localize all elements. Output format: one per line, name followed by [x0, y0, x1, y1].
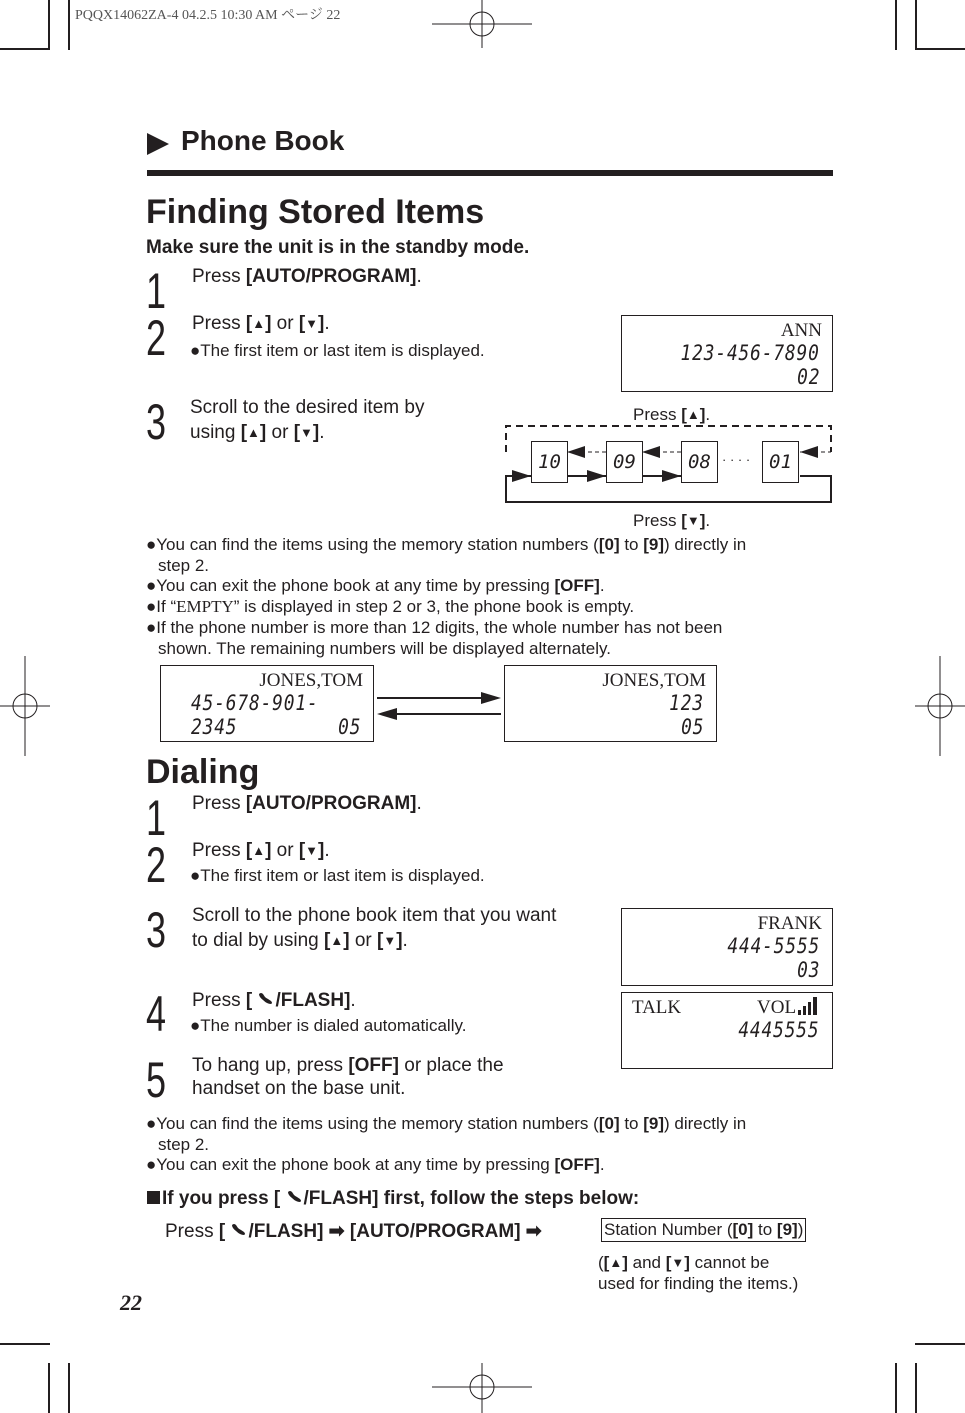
- text-segment: [: [681, 405, 687, 424]
- text-segment: shown. The remaining numbers will be displayed alternately.: [158, 639, 611, 658]
- heading-finding: Finding Stored Items: [146, 193, 485, 231]
- lcd-name: ANN: [780, 320, 822, 341]
- text-segment: ]: [684, 1253, 690, 1272]
- step-text: [192, 792, 422, 816]
- text-segment: [0]: [732, 1220, 754, 1239]
- text-segment: If the phone number is more than 12 digits, the whole number has not been: [156, 618, 723, 637]
- text-segment: .: [416, 266, 422, 287]
- text-segment: ) directly in: [664, 1114, 747, 1133]
- text-segment: [: [245, 313, 253, 334]
- note: ●You can exit the phone book at any time by pressing [OFF].: [146, 1155, 605, 1174]
- text-segment: [9]: [643, 535, 665, 554]
- section-rule: [147, 170, 833, 176]
- text-segment: /FLASH]: [275, 990, 351, 1011]
- alternate-arrows: [375, 688, 505, 722]
- text-segment: ): [797, 1220, 804, 1239]
- talk-handset-icon: [230, 1219, 248, 1243]
- text-segment: ]: [265, 313, 272, 334]
- text-segment: .: [599, 1155, 605, 1174]
- up-arrow-icon: [247, 420, 260, 445]
- note: ●You can find the items using the memory station numbers ([0] to [9]) directly in: [146, 535, 747, 554]
- text-segment: You can exit the phone book at any time by pressing: [156, 1155, 555, 1174]
- text-segment: or: [349, 930, 378, 951]
- press-down-label: [633, 509, 710, 531]
- registration-mark: [0, 656, 50, 756]
- flash-note: [598, 1273, 798, 1294]
- flash-heading: [147, 1186, 639, 1211]
- lcd-index: 03: [796, 958, 820, 982]
- text-segment: [: [377, 930, 384, 951]
- lcd-status: TALK: [632, 997, 682, 1018]
- text-segment: ]: [396, 930, 403, 951]
- text-segment: first, follow the steps below:: [378, 1188, 640, 1209]
- ellipsis: · · · ·: [722, 452, 751, 467]
- step-text: [192, 265, 422, 289]
- lcd-name: JONES,TOM: [602, 670, 706, 691]
- crop-mark: [48, 0, 50, 50]
- step-number: 4: [146, 986, 167, 1042]
- text-segment: ]: [265, 840, 272, 861]
- text-segment: ➡: [323, 1221, 350, 1242]
- text-segment: or: [271, 313, 299, 334]
- step-number: 3: [146, 902, 167, 958]
- section-label: Phone Book: [181, 125, 345, 156]
- up-arrow-icon: [609, 1251, 622, 1273]
- text-segment: ]: [312, 422, 320, 443]
- crop-mark: [48, 1363, 50, 1413]
- text-segment: cannot be: [689, 1253, 770, 1272]
- text-segment: .: [324, 840, 330, 861]
- section-arrow-icon: [147, 133, 169, 155]
- text-segment: and: [627, 1253, 666, 1272]
- bullet-text: The first item or last item is displayed.: [200, 866, 485, 885]
- text-segment: [AUTO/PROGRAM]: [245, 793, 417, 814]
- step-bullet: ●The number is dialed automatically.: [190, 1016, 467, 1035]
- text-segment: [9]: [643, 1114, 665, 1133]
- crop-mark: [68, 0, 70, 50]
- note: [158, 1134, 209, 1155]
- crop-mark: [0, 48, 50, 50]
- text-segment: ]: [318, 313, 325, 334]
- note: ●You can exit the phone book at any time by pressing [OFF].: [146, 576, 605, 595]
- text-segment: ]: [343, 930, 350, 951]
- text-segment: ) directly in: [664, 535, 747, 554]
- text-segment: .: [705, 511, 711, 530]
- bullet-text: The first item or last item is displayed.: [200, 341, 485, 360]
- crop-mark: [895, 0, 897, 50]
- down-arrow-icon: [305, 311, 318, 336]
- text-segment: Press: [165, 1221, 219, 1242]
- lcd-number: 123: [669, 691, 704, 715]
- talk-handset-icon: [286, 1186, 304, 1210]
- lcd-display-jones-1: [160, 665, 374, 742]
- lcd-number: 45-678-901-2345: [191, 691, 319, 739]
- text-segment: [: [681, 511, 687, 530]
- down-arrow-icon: [671, 1251, 684, 1273]
- text-segment: You can find the items using the memory station numbers (: [156, 1114, 599, 1133]
- step-text: [190, 420, 325, 445]
- text-segment: Scroll to the phone book item that you want: [192, 905, 557, 926]
- step-text: [190, 396, 424, 420]
- step-number: 2: [146, 837, 167, 893]
- note: ●If the phone number is more than 12 digits, the whole number has not been: [146, 618, 723, 637]
- step-number: 1: [146, 263, 167, 319]
- lcd-number: 4445555: [738, 1018, 820, 1042]
- intro-text: Make sure the unit is in the standby mode.: [146, 237, 530, 258]
- text-segment: [: [240, 422, 248, 443]
- text-segment: to: [619, 1114, 644, 1133]
- text-segment: used for finding the items.): [598, 1274, 799, 1293]
- text-segment: Press: [633, 405, 682, 424]
- down-arrow-icon: [383, 928, 396, 953]
- crop-mark: [915, 48, 965, 50]
- lcd-number: 444-5555: [727, 934, 820, 958]
- lcd-index: 05: [337, 715, 361, 739]
- text-segment: [OFF]: [348, 1055, 399, 1076]
- crop-mark: [0, 1343, 50, 1345]
- text-segment: to: [753, 1220, 777, 1239]
- text-segment: handset on the base unit.: [192, 1078, 406, 1099]
- text-segment: ➡: [520, 1221, 542, 1242]
- step-number: 1: [146, 790, 167, 846]
- text-segment: ]: [622, 1253, 628, 1272]
- text-segment: [0]: [598, 1114, 620, 1133]
- square-bullet-icon: [147, 1191, 160, 1204]
- up-arrow-icon: [252, 311, 265, 336]
- text-segment: [OFF]: [554, 576, 600, 595]
- text-segment: to: [619, 535, 644, 554]
- text-segment: [AUTO/PROGRAM]: [349, 1221, 521, 1242]
- text-segment: ]: [699, 405, 706, 424]
- memory-item: 10: [531, 441, 568, 483]
- text-segment: [: [273, 1188, 286, 1209]
- lcd-display-frank: [621, 908, 833, 986]
- registration-mark: [432, 0, 532, 50]
- step-text: [192, 928, 408, 953]
- lcd-index: 05: [680, 715, 704, 739]
- text-segment: .: [705, 405, 711, 424]
- step-text: [192, 1054, 504, 1078]
- page-number: 22: [120, 1290, 142, 1315]
- lcd-display-talk: [621, 992, 833, 1069]
- lcd-volume-label: VOL: [757, 997, 797, 1018]
- lcd-number: 123-456-7890: [680, 341, 820, 365]
- text-segment: /FLASH]: [303, 1188, 379, 1209]
- text-segment: or place the: [398, 1055, 504, 1076]
- text-segment: .: [416, 793, 422, 814]
- text-segment: [: [245, 840, 253, 861]
- memory-item: 01: [762, 441, 799, 483]
- text-segment: [: [293, 422, 301, 443]
- text-segment: .: [319, 422, 325, 443]
- text-segment: Press: [192, 990, 246, 1011]
- print-header: PQQX14062ZA-4 04.2.5 10:30 AM ページ 22: [75, 8, 341, 23]
- text-segment: Press: [192, 793, 246, 814]
- note: [158, 555, 209, 576]
- text-segment: Press: [633, 511, 682, 530]
- text-segment: Scroll to the desired item by: [190, 397, 425, 418]
- text-segment: [: [324, 930, 331, 951]
- text-segment: to dial by using: [192, 930, 325, 951]
- text-segment: To hang up, press: [192, 1055, 349, 1076]
- down-arrow-icon: [305, 838, 318, 863]
- text-segment: or: [266, 422, 294, 443]
- text-segment: If “: [156, 597, 177, 616]
- note: [158, 638, 611, 659]
- text-segment: [0]: [598, 535, 620, 554]
- text-segment: Press: [192, 840, 246, 861]
- up-arrow-icon: [252, 838, 265, 863]
- text-segment: .: [599, 576, 605, 595]
- text-segment: step 2.: [158, 556, 210, 575]
- crop-mark: [895, 1363, 897, 1413]
- text-segment: If you press: [162, 1188, 274, 1209]
- step-text: [192, 1077, 405, 1101]
- crop-mark: [915, 1363, 917, 1413]
- text-segment: (: [598, 1253, 604, 1272]
- text-segment: You can exit the phone book at any time by pressing: [156, 576, 555, 595]
- text-segment: [: [603, 1253, 610, 1272]
- down-arrow-icon: [687, 509, 700, 531]
- flash-note: [598, 1251, 769, 1273]
- step-text: [192, 904, 556, 928]
- station-number-box: [601, 1218, 806, 1242]
- text-segment: or: [271, 840, 299, 861]
- text-segment: [: [298, 840, 306, 861]
- text-segment: [AUTO/PROGRAM]: [245, 266, 417, 287]
- text-segment: .: [402, 930, 408, 951]
- text-segment: step 2.: [158, 1135, 210, 1154]
- lcd-name: FRANK: [757, 913, 822, 934]
- step-text: [192, 988, 356, 1013]
- text-segment: ]: [318, 840, 325, 861]
- step-bullet: ●The first item or last item is displayed.: [190, 341, 485, 360]
- text-segment: You can find the items using the memory station numbers (: [156, 535, 599, 554]
- down-arrow-icon: [300, 420, 313, 445]
- text-segment: Press: [192, 313, 246, 334]
- text-segment: [9]: [776, 1220, 798, 1239]
- step-text: [192, 838, 330, 863]
- lcd-name: JONES,TOM: [259, 670, 363, 691]
- text-segment: [: [298, 313, 306, 334]
- text-segment: [: [665, 1253, 672, 1272]
- step-bullet: ●The first item or last item is displayed.: [190, 866, 485, 885]
- note: ●You can find the items using the memory station numbers ([0] to [9]) directly in: [146, 1114, 747, 1133]
- step-number: 5: [146, 1052, 167, 1108]
- text-segment: [: [218, 1221, 231, 1242]
- bullet-text: The number is dialed automatically.: [200, 1016, 467, 1035]
- text-segment: [OFF]: [554, 1155, 600, 1174]
- text-segment: ” is displayed in step 2 or 3, the phone book is empty.: [233, 597, 635, 616]
- memory-item: 08: [681, 441, 718, 483]
- talk-handset-icon: [257, 988, 275, 1012]
- text-segment: ]: [699, 511, 706, 530]
- flash-sequence: [165, 1219, 542, 1244]
- text-segment: EMPTY: [176, 597, 234, 616]
- text-segment: using: [190, 422, 241, 443]
- volume-bars-icon: [797, 996, 819, 1016]
- crop-mark: [915, 1343, 965, 1345]
- step-text: [192, 311, 330, 336]
- registration-mark: [915, 656, 965, 756]
- step-number: 3: [146, 394, 167, 450]
- note: ●If “EMPTY” is displayed in step 2 or 3, the phone book is empty.: [146, 597, 635, 616]
- text-segment: [: [245, 990, 258, 1011]
- crop-mark: [68, 1363, 70, 1413]
- lcd-index: 02: [796, 365, 820, 389]
- lcd-display-ann: [621, 315, 833, 392]
- text-segment: /FLASH]: [248, 1221, 324, 1242]
- text-segment: Station Number (: [604, 1220, 733, 1239]
- text-segment: .: [350, 990, 356, 1011]
- registration-mark: [432, 1363, 532, 1413]
- text-segment: Press: [192, 266, 246, 287]
- memory-item: 09: [606, 441, 643, 483]
- lcd-display-jones-2: [504, 665, 717, 742]
- crop-mark: [915, 0, 917, 50]
- step-number: 2: [146, 310, 167, 366]
- up-arrow-icon: [330, 928, 343, 953]
- text-segment: .: [324, 313, 330, 334]
- text-segment: ]: [259, 422, 267, 443]
- heading-dialing: Dialing: [146, 753, 260, 791]
